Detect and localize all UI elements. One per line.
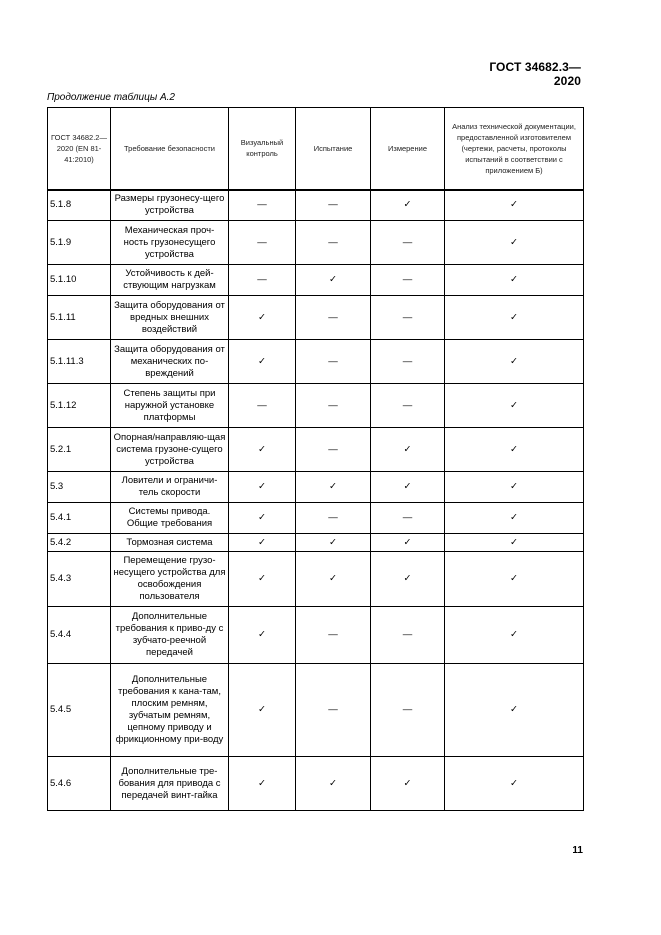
table-body bbox=[48, 190, 584, 811]
visual-check-cell: ✓ bbox=[229, 296, 296, 340]
section-cell: 5.1.8 bbox=[48, 190, 111, 221]
section-cell: 5.1.9 bbox=[48, 221, 111, 265]
table-row bbox=[48, 503, 584, 534]
requirement-cell: Степень защиты при наружной установке платформы bbox=[111, 384, 229, 428]
measurement-check-cell: — bbox=[371, 221, 445, 265]
visual-check-cell: ✓ bbox=[229, 607, 296, 664]
visual-check-cell: ✓ bbox=[229, 534, 296, 552]
visual-check-cell: — bbox=[229, 190, 296, 221]
visual-check-cell: ✓ bbox=[229, 428, 296, 472]
requirement-cell: Защита оборудования от вредных внешних воздействий bbox=[111, 296, 229, 340]
requirements-table bbox=[47, 107, 584, 811]
column-header-test: Испытание bbox=[296, 108, 371, 190]
section-cell: 5.1.11.3 bbox=[48, 340, 111, 384]
visual-check-cell: ✓ bbox=[229, 757, 296, 811]
measurement-check-cell: — bbox=[371, 265, 445, 296]
test-check-cell: ✓ bbox=[296, 472, 371, 503]
requirement-cell: Устойчивость к дей-ствующим нагрузкам bbox=[111, 265, 229, 296]
measurement-check-cell: ✓ bbox=[371, 428, 445, 472]
analysis-check-cell: ✓ bbox=[445, 757, 584, 811]
requirement-cell: Механическая проч-ность грузонесущего устройства bbox=[111, 221, 229, 265]
column-header-analysis: Анализ технической документации, предоставленной изготовителем (чертежи, расчеты, протоколы испытаний в соответствии с приложением Б) bbox=[445, 108, 584, 190]
visual-check-cell: ✓ bbox=[229, 664, 296, 757]
measurement-check-cell: ✓ bbox=[371, 534, 445, 552]
analysis-check-cell: ✓ bbox=[445, 503, 584, 534]
analysis-check-cell: ✓ bbox=[445, 340, 584, 384]
analysis-check-cell: ✓ bbox=[445, 552, 584, 607]
test-check-cell: — bbox=[296, 503, 371, 534]
analysis-check-cell: ✓ bbox=[445, 664, 584, 757]
section-cell: 5.4.5 bbox=[48, 664, 111, 757]
test-check-cell: ✓ bbox=[296, 265, 371, 296]
section-cell: 5.1.12 bbox=[48, 384, 111, 428]
visual-check-cell: ✓ bbox=[229, 552, 296, 607]
table-row bbox=[48, 552, 584, 607]
table-row bbox=[48, 428, 584, 472]
requirement-cell: Дополнительные тре-бования для привода с передачей винт-гайка bbox=[111, 757, 229, 811]
table-row bbox=[48, 221, 584, 265]
test-check-cell: — bbox=[296, 340, 371, 384]
column-header-measure: Измерение bbox=[371, 108, 445, 190]
visual-check-cell: — bbox=[229, 265, 296, 296]
test-check-cell: — bbox=[296, 296, 371, 340]
page-number: 11 bbox=[572, 845, 583, 856]
table-continuation-note: Продолжение таблицы А.2 bbox=[47, 92, 175, 103]
test-check-cell: ✓ bbox=[296, 534, 371, 552]
visual-check-cell: ✓ bbox=[229, 340, 296, 384]
table-row bbox=[48, 265, 584, 296]
requirement-cell: Защита оборудования от механических по-вреждений bbox=[111, 340, 229, 384]
table-row bbox=[48, 664, 584, 757]
section-cell: 5.4.6 bbox=[48, 757, 111, 811]
section-cell: 5.4.4 bbox=[48, 607, 111, 664]
measurement-check-cell: — bbox=[371, 664, 445, 757]
requirement-cell: Перемещение грузо-несущего устройства для освобождения пользователя bbox=[111, 552, 229, 607]
visual-check-cell: ✓ bbox=[229, 472, 296, 503]
section-cell: 5.4.2 bbox=[48, 534, 111, 552]
document-code: ГОСТ 34682.3—2020 bbox=[489, 60, 581, 88]
visual-check-cell: — bbox=[229, 384, 296, 428]
table-row bbox=[48, 384, 584, 428]
test-check-cell: ✓ bbox=[296, 757, 371, 811]
requirement-cell: Системы привода. Общие требования bbox=[111, 503, 229, 534]
test-check-cell: — bbox=[296, 221, 371, 265]
test-check-cell: — bbox=[296, 664, 371, 757]
section-cell: 5.4.1 bbox=[48, 503, 111, 534]
column-header-requirement: Требование безопасности bbox=[111, 108, 229, 190]
test-check-cell: — bbox=[296, 190, 371, 221]
test-check-cell: ✓ bbox=[296, 552, 371, 607]
requirement-cell: Размеры грузонесу-щего устройства bbox=[111, 190, 229, 221]
table-row bbox=[48, 607, 584, 664]
analysis-check-cell: ✓ bbox=[445, 607, 584, 664]
requirement-cell: Дополнительные требования к кана-там, плоским ремням, зубчатым ремням, цепному приводу и фрикционному при-воду bbox=[111, 664, 229, 757]
section-cell: 5.4.3 bbox=[48, 552, 111, 607]
test-check-cell: — bbox=[296, 428, 371, 472]
requirement-cell: Дополнительные требования к приво-ду с зубчато-реечной передачей bbox=[111, 607, 229, 664]
requirement-cell: Тормозная система bbox=[111, 534, 229, 552]
requirement-cell: Ловители и ограничи-тель скорости bbox=[111, 472, 229, 503]
measurement-check-cell: — bbox=[371, 340, 445, 384]
visual-check-cell: — bbox=[229, 221, 296, 265]
table-row bbox=[48, 757, 584, 811]
analysis-check-cell: ✓ bbox=[445, 428, 584, 472]
table-row bbox=[48, 534, 584, 552]
table-row bbox=[48, 472, 584, 503]
measurement-check-cell: — bbox=[371, 384, 445, 428]
requirement-cell: Опорная/направляю-щая система грузоне-сущего устройства bbox=[111, 428, 229, 472]
analysis-check-cell: ✓ bbox=[445, 472, 584, 503]
measurement-check-cell: — bbox=[371, 607, 445, 664]
measurement-check-cell: ✓ bbox=[371, 552, 445, 607]
section-cell: 5.2.1 bbox=[48, 428, 111, 472]
measurement-check-cell: — bbox=[371, 296, 445, 340]
analysis-check-cell: ✓ bbox=[445, 221, 584, 265]
section-cell: 5.3 bbox=[48, 472, 111, 503]
test-check-cell: — bbox=[296, 607, 371, 664]
table-header-row bbox=[48, 108, 584, 190]
measurement-check-cell: ✓ bbox=[371, 472, 445, 503]
measurement-check-cell: ✓ bbox=[371, 757, 445, 811]
column-header-standard: ГОСТ 34682.2—2020 (EN 81-41:2010) bbox=[48, 108, 111, 190]
analysis-check-cell: ✓ bbox=[445, 296, 584, 340]
table-row bbox=[48, 340, 584, 384]
section-cell: 5.1.10 bbox=[48, 265, 111, 296]
table-row bbox=[48, 190, 584, 221]
analysis-check-cell: ✓ bbox=[445, 190, 584, 221]
column-header-visual: Визуальный контроль bbox=[229, 108, 296, 190]
test-check-cell: — bbox=[296, 384, 371, 428]
visual-check-cell: ✓ bbox=[229, 503, 296, 534]
section-cell: 5.1.11 bbox=[48, 296, 111, 340]
analysis-check-cell: ✓ bbox=[445, 265, 584, 296]
measurement-check-cell: ✓ bbox=[371, 190, 445, 221]
analysis-check-cell: ✓ bbox=[445, 384, 584, 428]
measurement-check-cell: — bbox=[371, 503, 445, 534]
table-row bbox=[48, 296, 584, 340]
analysis-check-cell: ✓ bbox=[445, 534, 584, 552]
